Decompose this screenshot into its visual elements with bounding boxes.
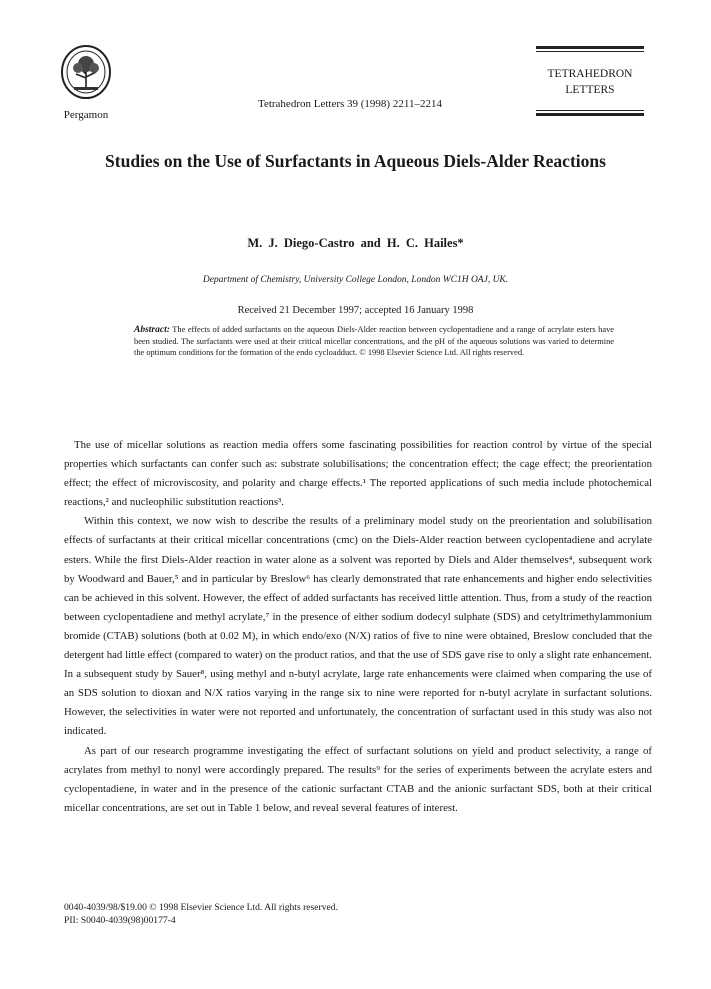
journal-citation: Tetrahedron Letters 39 (1998) 2211–2214 — [258, 98, 442, 110]
masthead-rule-bottom — [536, 113, 644, 116]
abstract — [134, 324, 614, 359]
abstract-label: Abstract: — [134, 325, 170, 335]
journal-name-line1: TETRAHEDRON — [547, 68, 633, 80]
masthead-rule-top — [536, 46, 644, 49]
body-paragraph-2: Within this context, we now wish to describe the results of a preliminary model study on the preorientation and solubilisation effects of surfactants at their critical micellar concentrations (cmc) on the Diels-Alder reaction between cyclopentadiene and acrylate esters. While the first Diels-Alder reaction in water alone as a solvent was reported by Diels and Alder themselves⁴, subsequent work by Woodward and Bauer,⁵ and in particular by Breslow⁶ has clearly demonstrated that rate enhancements and higher endo selectivities can be achieved in this solvent. However, the effect of added surfactants has received little attention. Thus, from a study of the reaction between cyclopentadiene and methyl acrylate,⁷ in the presence of either sodium dodecyl sulphate (SDS) and cetyltrimethylammonium bromide (CTAB) solutions (both at 0.02 M), in which endo/exo (N/X) ratios of five to nine were obtained, Breslow concluded that the detergent had little effect (compared to water) on the product ratios, and that the use of SDS gave rise to only a slight rate enhancement. In a subsequent study by Sauer⁸, using methyl and n-butyl acrylate, large rate enhancements were claimed when comparing the use of an SDS solution to dioxan and N/X ratios varying in the range six to nine were reported for n-butyl acrylate in surfactant solutions. However, the selectivities in water were not reported and unfortunately, the concentration of surfactant used in this study was also not indicated. — [64, 515, 652, 738]
masthead-rule-top-thin — [536, 51, 644, 52]
pii-line: PII: S0040-4039(98)00177-4 — [64, 915, 176, 926]
copyright-line: 0040-4039/98/$19.00 © 1998 Elsevier Science Ltd. All rights reserved. — [64, 902, 338, 913]
author-affiliation: Department of Chemistry, University College London, London WC1H OAJ, UK. — [202, 275, 509, 285]
publisher-name: Pergamon — [63, 109, 109, 121]
masthead-rule-bottom-thin — [536, 110, 644, 111]
body-paragraph-1: The use of micellar solutions as reaction media offers some fascinating possibilities for reaction control by virtue of the special properties which surfactants can confer such as: substrate solubilisations; the concentration effect; the cage effect; the preorientation effect; the effect of microviscosity, and polarity and charge effects.¹ The reported applications of such media include photochemical reactions,² and nucleophilic substitution reactions³. — [64, 439, 652, 509]
publisher-block — [56, 44, 116, 121]
copyright-footer — [64, 901, 338, 927]
article-body — [64, 436, 652, 818]
article-authors: M. J. Diego-Castro and H. C. Hailes* — [247, 236, 464, 250]
article-title: Studies on the Use of Surfactants in Aqueous Diels-Alder Reactions — [105, 151, 606, 171]
body-paragraph-3: As part of our research programme investigating the effect of surfactant solutions on yield and product selectivity, a range of acrylates from methyl to nonyl were accordingly prepared. The results⁹ for the series of experiments between the acrylate esters and cyclopentadiene, in water and in the presence of the cationic surfactant CTAB and the anionic surfactant SDS, both at their critical micellar concentrations, are set out in Table 1 below, and reveal several features of interest. — [64, 744, 652, 814]
abstract-text: The effects of added surfactants on the aqueous Diels-Alder reaction between cyclopentadiene and a range of acrylate esters have been studied. The surfactants were used at their critical micellar concentrations, and the pH of the aqueous solutions was varied to determine the optimum conditions for the formation of the endo cycloadduct. © 1998 Elsevier Science Ltd. All rights reserved. — [134, 325, 614, 358]
journal-name — [536, 66, 644, 98]
journal-name-line2: LETTERS — [565, 84, 615, 96]
journal-masthead — [536, 46, 644, 116]
received-dates: Received 21 December 1997; accepted 16 January 1998 — [237, 305, 474, 316]
publisher-logo-icon — [60, 44, 112, 102]
